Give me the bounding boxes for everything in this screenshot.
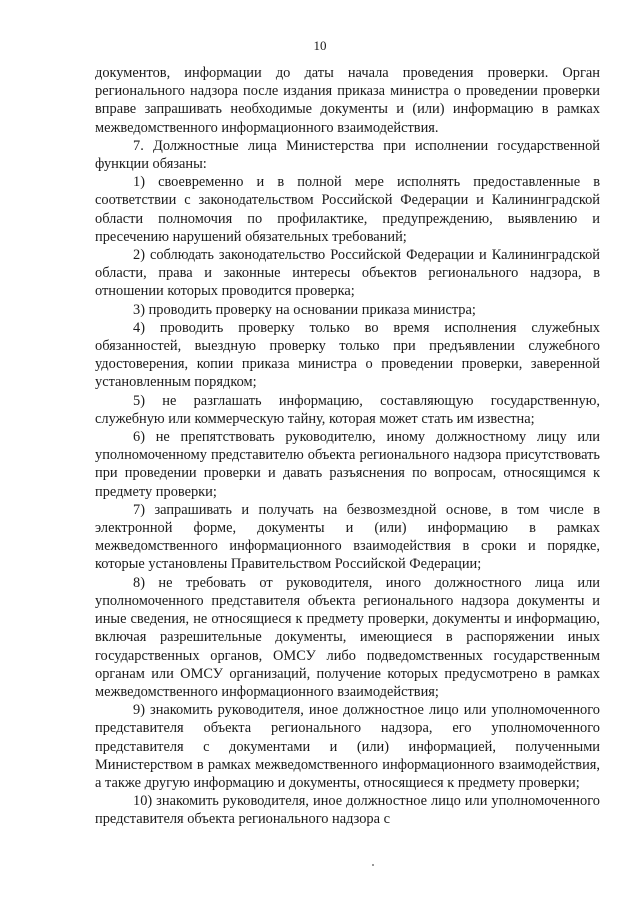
list-item-7: 7) запрашивать и получать на безвозмездной основе, в том числе в электронной форме, документы и (или) информацию в рамках межведомственного информационного взаимодействия в сроки и порядке, которые установлены Правительством Российской Федерации; <box>95 501 600 573</box>
list-item-1: 1) своевременно и в полной мере исполнять предоставленные в соответствии с законодательством Российской Федерации и Калининградской области полномочия по профилактике, предупреждению, выявлению и пресечению нарушений обязательных требований; <box>95 174 600 245</box>
paragraph-continuation: документов, информации до даты начала проведения проверки. Орган регионального надзора после издания приказа министра о проведении проверки вправе запрашивать необходимые документы и (или) информацию в рамках межведомственного информационного взаимодействия. <box>95 65 600 136</box>
scan-speck <box>372 864 374 866</box>
list-item-5: 5) не разглашать информацию, составляющую государственную, служебную или коммерческую тайну, которая может стать им известна; <box>95 392 600 427</box>
list-item-6: 6) не препятствовать руководителю, иному должностному лицу или уполномоченному представителю объекта регионального надзора присутствовать при проведении проверки и давать разъяснения по вопросам, относящимся к предмету проверки; <box>95 429 600 500</box>
list-item-10: 10) знакомить руководителя, иное должностное лицо или уполномоченного представителя объекта регионального надзора с <box>95 793 600 828</box>
list-item-8: 8) не требовать от руководителя, иного должностного лица или уполномоченного представителя объекта регионального надзора документы и иные сведения, не относящиеся к предмету проверки, документы и информацию, включая разрешительные документы, имеющиеся в распоряжении иных государственных органов, ОМСУ либо подведомственных государственным органам или ОМСУ организаций, получение которых предусмотрено в рамках межведомственного информационного взаимодействия; <box>95 574 600 700</box>
list-item-9: 9) знакомить руководителя, иное должностное лицо или уполномоченного представителя объекта регионального надзора, его уполномоченного представителя с документами и (или) информацией, полученными Министерством в рамках межведомственного информационного взаимодействия, а также другую информацию и документы, относящиеся к предмету проверки; <box>95 702 600 791</box>
document-body <box>95 64 600 829</box>
list-item-3: 3) проводить проверку на основании приказа министра; <box>133 301 476 318</box>
list-item-2: 2) соблюдать законодательство Российской Федерации и Калининградской области, права и законные интересы объектов регионального надзора, в отношении которых проводится проверка; <box>95 247 600 300</box>
paragraph-section-7: 7. Должностные лица Министерства при исполнении государственной функции обязаны: <box>95 137 600 173</box>
list-item-4: 4) проводить проверку только во время исполнения служебных обязанностей, выездную проверку только при предъявлении служебного удостоверения, копии приказа министра о проведении проверки, заверенной установленным порядком; <box>95 319 600 391</box>
page-number: 10 <box>313 38 327 53</box>
